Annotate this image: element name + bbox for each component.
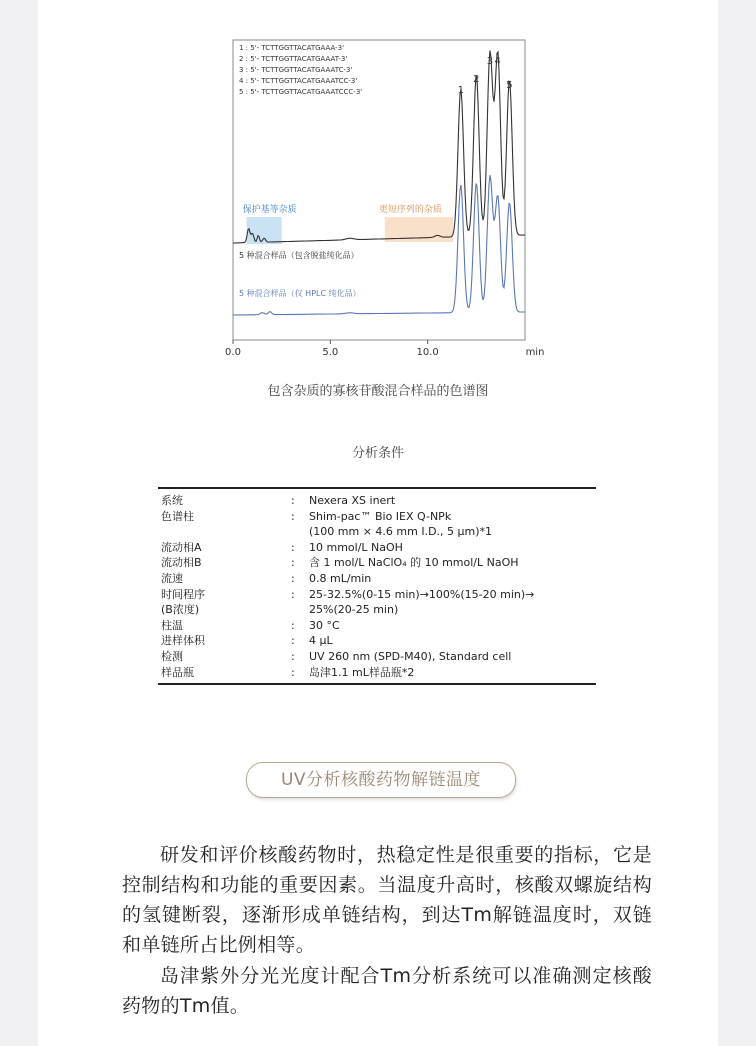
x-axis-label: min	[525, 347, 545, 358]
conditions-title: 分析条件	[351, 446, 404, 461]
legend-entry: 4 : 5'- TCTTGGTTACATGAAATCC-3'	[239, 77, 358, 85]
condition-colon: :	[291, 556, 295, 570]
x-tick-label: 10.0	[416, 347, 439, 358]
condition-key: 流速	[161, 571, 183, 585]
condition-colon: :	[291, 494, 295, 507]
condition-key	[158, 524, 291, 540]
section-title-badge: UV分析核酸药物解链温度	[246, 762, 516, 798]
x-tick-label: 0.0	[225, 347, 241, 358]
condition-value: Nexera XS inert	[309, 494, 396, 507]
legend-entry: 3 : 5'- TCTTGGTTACATGAAATC-3'	[239, 66, 353, 74]
condition-colon: :	[291, 634, 295, 648]
series-label-hplc: 5 种混合样品（仅 HPLC 纯化品）	[239, 289, 361, 298]
condition-colon: :	[291, 540, 295, 554]
peak-label: 3	[486, 56, 494, 67]
condition-colon: :	[291, 649, 295, 663]
condition-value: UV 260 nm (SPD-M40), Standard cell	[309, 649, 512, 663]
condition-value: 岛津1.1 mL样品瓶*2	[309, 665, 415, 679]
condition-value: Shim-pac™ Bio IEX Q-NPk	[309, 509, 452, 523]
condition-value: 0.8 mL/min	[309, 571, 372, 585]
article-page	[38, 0, 718, 1046]
condition-value: (100 mm × 4.6 mm I.D., 5 μm)*1	[309, 525, 493, 539]
condition-colon: :	[291, 618, 295, 632]
condition-key: 时间程序	[161, 587, 205, 601]
condition-colon: :	[291, 509, 295, 523]
condition-key: 进样体积	[161, 634, 205, 648]
condition-colon: :	[291, 587, 295, 601]
condition-row	[158, 602, 596, 618]
condition-colon: :	[291, 571, 295, 585]
x-tick-label: 5.0	[322, 347, 339, 358]
legend-entry: 2 : 5'- TCTTGGTTACATGAAAT-3'	[239, 55, 348, 63]
condition-key: 流动相A	[161, 540, 202, 554]
body-paragraph-1: 研发和评价核酸药物时，热稳定性是很重要的指标，它是控制结构和功能的重要因素。当温度升高时，核酸双螺旋结构的氢键断裂，逐渐形成单链结构，到达Tm解链温度时，双链和单链所占比例相等。	[122, 844, 652, 956]
chromatogram-svg	[38, 0, 718, 380]
conditions-table	[158, 487, 596, 685]
condition-key: 流动相B	[161, 556, 202, 570]
condition-row	[158, 493, 596, 509]
condition-value: 30 °C	[309, 618, 340, 632]
condition-key: 色谱柱	[161, 509, 194, 523]
legend-entry: 1 : 5'- TCTTGGTTACATGAAA-3'	[239, 44, 345, 52]
condition-row	[158, 571, 596, 587]
condition-colon	[291, 602, 309, 618]
condition-key: 系统	[161, 494, 183, 507]
condition-row	[158, 540, 596, 556]
series-label-desalted: 5 种混合样品（包含脱盐纯化品）	[239, 251, 359, 260]
chart-caption: 包含杂质的寡核苷酸混合样品的色谱图	[267, 384, 489, 399]
peak-label: 4	[494, 56, 501, 67]
condition-row	[158, 618, 596, 634]
impurity-box-protecting	[247, 217, 282, 244]
condition-row	[158, 509, 596, 525]
chromatogram-chart	[38, 0, 718, 380]
condition-row	[158, 555, 596, 571]
legend-entry: 5 : 5'- TCTTGGTTACATGAAATCCC-3'	[239, 88, 363, 96]
annotation-shorter: 更短序列的杂质	[378, 205, 442, 215]
condition-key: 检测	[161, 649, 183, 663]
condition-row	[158, 633, 596, 649]
condition-row	[158, 665, 596, 681]
condition-value: 25-32.5%(0-15 min)→100%(15-20 min)→	[309, 587, 535, 601]
condition-value: 含 1 mol/L NaClO₄ 的 10 mmol/L NaOH	[309, 556, 519, 570]
condition-key: 样品瓶	[161, 665, 194, 679]
body-paragraph-2: 岛津紫外分光光度计配合Tm分析系统可以准确测定核酸药物的Tm值。	[122, 965, 652, 1017]
peak-label: 1	[457, 85, 464, 96]
annotation-protecting: 保护基等杂质	[242, 205, 297, 215]
peak-label: 2	[473, 74, 480, 85]
condition-row	[158, 524, 596, 540]
condition-row	[158, 587, 596, 603]
condition-value: 10 mmol/L NaOH	[309, 540, 403, 554]
condition-value: 4 μL	[309, 634, 333, 648]
condition-value: 25%(20-25 min)	[309, 603, 399, 617]
peak-label: 5	[506, 80, 513, 91]
condition-colon: :	[291, 665, 295, 679]
condition-colon	[291, 524, 309, 540]
condition-key: (B浓度)	[161, 603, 200, 617]
condition-key: 柱温	[161, 618, 183, 632]
condition-row	[158, 649, 596, 665]
